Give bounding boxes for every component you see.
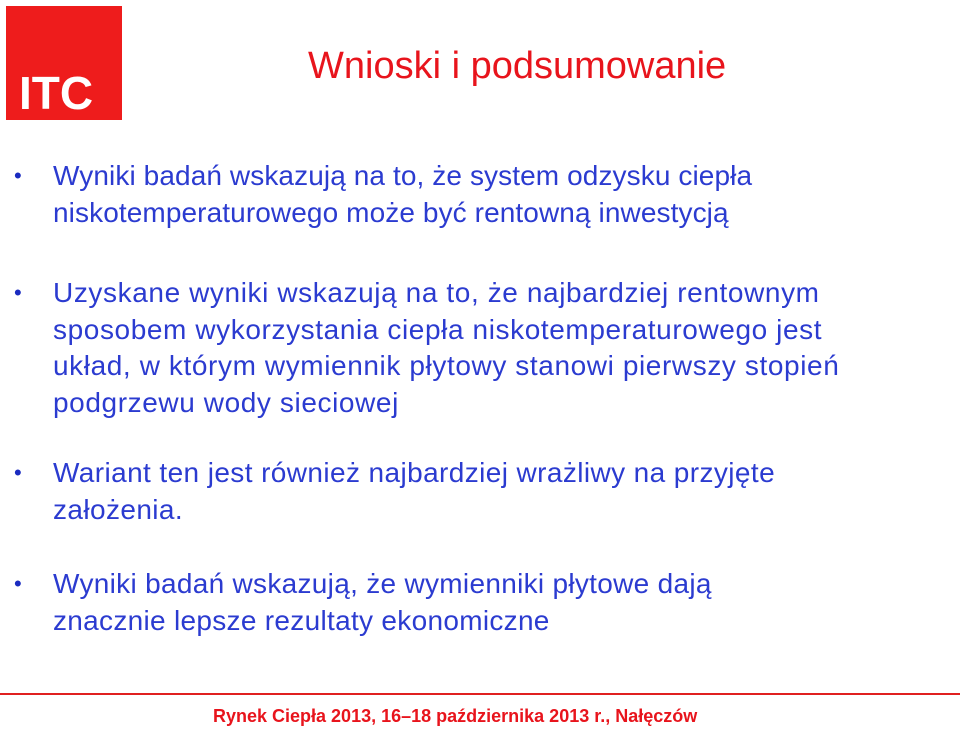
bullet-item: [0, 566, 960, 639]
bullet-line: Uzyskane wyniki wskazują na to, że najbardziej rentownym: [53, 277, 820, 308]
bullet-item: [0, 275, 960, 421]
bullet-line: układ, w którym wymiennik płytowy stanowi pierwszy stopień: [53, 350, 840, 381]
bullet-item: [0, 158, 960, 231]
bullet-line: Wariant ten jest również najbardziej wrażliwy na przyjęte: [53, 457, 776, 488]
bullet-line: Wyniki badań wskazują, że wymienniki płytowe dają: [53, 568, 712, 599]
bullet-line: Wyniki badań wskazują na to, że system odzysku ciepła: [53, 160, 753, 191]
bullet-dot: •: [14, 163, 22, 188]
bullet-list: [0, 158, 960, 639]
bullet-line: podgrzewu wody sieciowej: [53, 386, 399, 418]
itc-logo: [6, 6, 122, 120]
logo-text: ITC: [19, 67, 94, 119]
bullet-dot: •: [14, 571, 23, 596]
bullet-line: sposobem wykorzystania ciepła niskotemperaturowego jest: [53, 313, 823, 345]
bullet-dot: •: [14, 280, 23, 305]
bullet-dot: •: [14, 460, 23, 485]
footer-text: Rynek Ciepła 2013, 16–18 października 2013 r., Nałęczów: [213, 706, 698, 726]
footer-divider: [0, 693, 960, 695]
bullet-line: znacznie lepsze rezultaty ekonomiczne: [53, 604, 550, 636]
slide-title: Wnioski i podsumowanie: [308, 45, 727, 87]
bullet-line: niskotemperaturowego może być rentowną inwestycją: [53, 196, 729, 228]
bullet-line: założenia.: [53, 493, 184, 525]
bullet-item: [0, 455, 960, 528]
